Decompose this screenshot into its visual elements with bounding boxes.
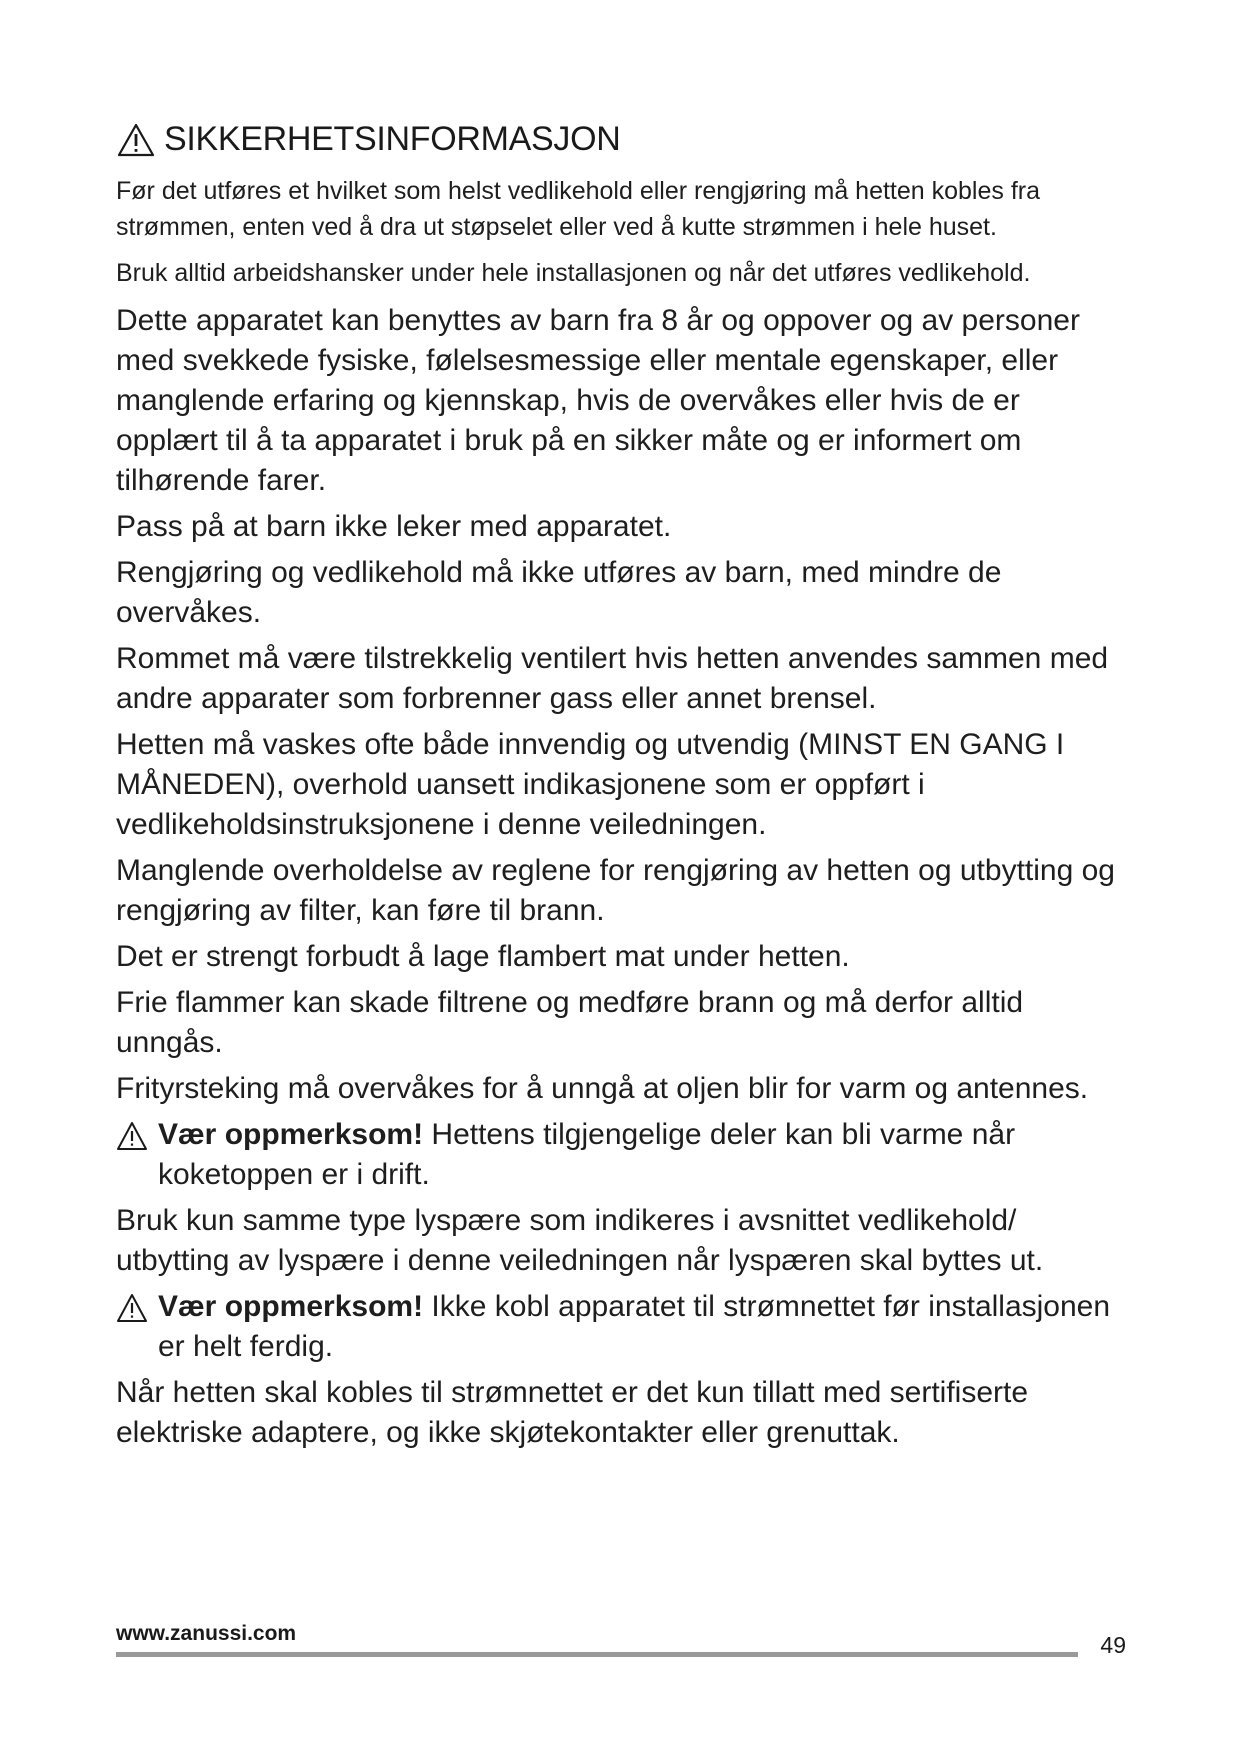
paragraph-ventilation: Rommet må være tilstrekkelig ventilert hvis hetten anvendes sammen med andre apparater som forbrenner gass eller annet brensel.	[116, 642, 1109, 715]
paragraph-disconnect: Før det utføres et hvilket som helst vedlikehold eller rengjøring må hetten kobles fra strømmen, enten ved å dra ut støpselet eller ved å kutte strømmen i hele huset.	[116, 177, 1041, 241]
paragraph-children-play: Pass på at barn ikke leker med apparatet.	[116, 510, 672, 543]
paragraph-gloves: Bruk alltid arbeidshansker under hele installasjonen og når det utføres vedlikehold.	[116, 259, 1031, 287]
page-footer	[116, 1622, 1126, 1666]
paragraph-flambe: Det er strengt forbudt å lage flambert mat under hetten.	[116, 940, 850, 973]
warning-triangle-icon	[116, 1121, 148, 1151]
footer-rule	[116, 1652, 1078, 1657]
section-heading	[116, 120, 1126, 159]
caution-label: Vær oppmerksom!	[158, 1118, 424, 1151]
page-number: 49	[1100, 1632, 1126, 1658]
caution-hot-parts	[116, 1115, 1126, 1195]
paragraph-washing: Hetten må vaskes ofte både innvendig og utvendig (MINST EN GANG I MÅNEDEN), overhold uansett indikasjonene som er oppført i vedlikeholdsinstruksjonene i denne veiledningen.	[116, 728, 1065, 841]
website-link[interactable]: www.zanussi.com	[116, 1622, 297, 1645]
paragraph-children-cleaning: Rengjøring og vedlikehold må ikke utføres av barn, med mindre de overvåkes.	[116, 556, 1002, 629]
paragraph-frying: Frityrsteking må overvåkes for å unngå at oljen blir for varm og antennes.	[116, 1072, 1089, 1105]
paragraph-fire-risk: Manglende overholdelse av reglene for rengjøring av hetten og utbytting og rengjøring av filter, kan føre til brann.	[116, 854, 1115, 927]
caution-text: Hettens tilgjengelige deler kan bli varme når koketoppen er i drift.	[158, 1118, 1016, 1191]
section-title: SIKKERHETSINFORMASJON	[164, 120, 621, 158]
caution-power	[116, 1287, 1126, 1367]
caution-label: Vær oppmerksom!	[158, 1290, 424, 1323]
paragraph-light-bulb: Bruk kun samme type lyspære som indikeres i avsnittet vedlikehold/ utbytting av lyspære i denne veiledningen når lyspæren skal byttes ut.	[116, 1204, 1044, 1277]
caution-text: Ikke kobl apparatet til strømnettet før installasjonen er helt ferdig.	[158, 1290, 1111, 1363]
paragraph-children-usage: Dette apparatet kan benyttes av barn fra 8 år og oppover og av personer med svekkede fysiske, følelsesmessige eller mentale egenskaper, eller manglende erfaring og kjennskap, hvis de overvåkes eller hvis de er opplært til å ta apparatet i bruk på en sikker måte og er informert om tilhørende farer.	[116, 304, 1080, 497]
paragraph-open-flames: Frie flammer kan skade filtrene og medføre brann og må derfor alltid unngås.	[116, 986, 1024, 1059]
warning-triangle-icon	[116, 1293, 148, 1323]
warning-triangle-icon	[116, 122, 156, 158]
paragraph-adapters: Når hetten skal kobles til strømnettet er det kun tillatt med sertifiserte elektriske adaptere, og ikke skjøtekontakter eller grenuttak.	[116, 1376, 1029, 1449]
page-content	[116, 120, 1126, 1459]
